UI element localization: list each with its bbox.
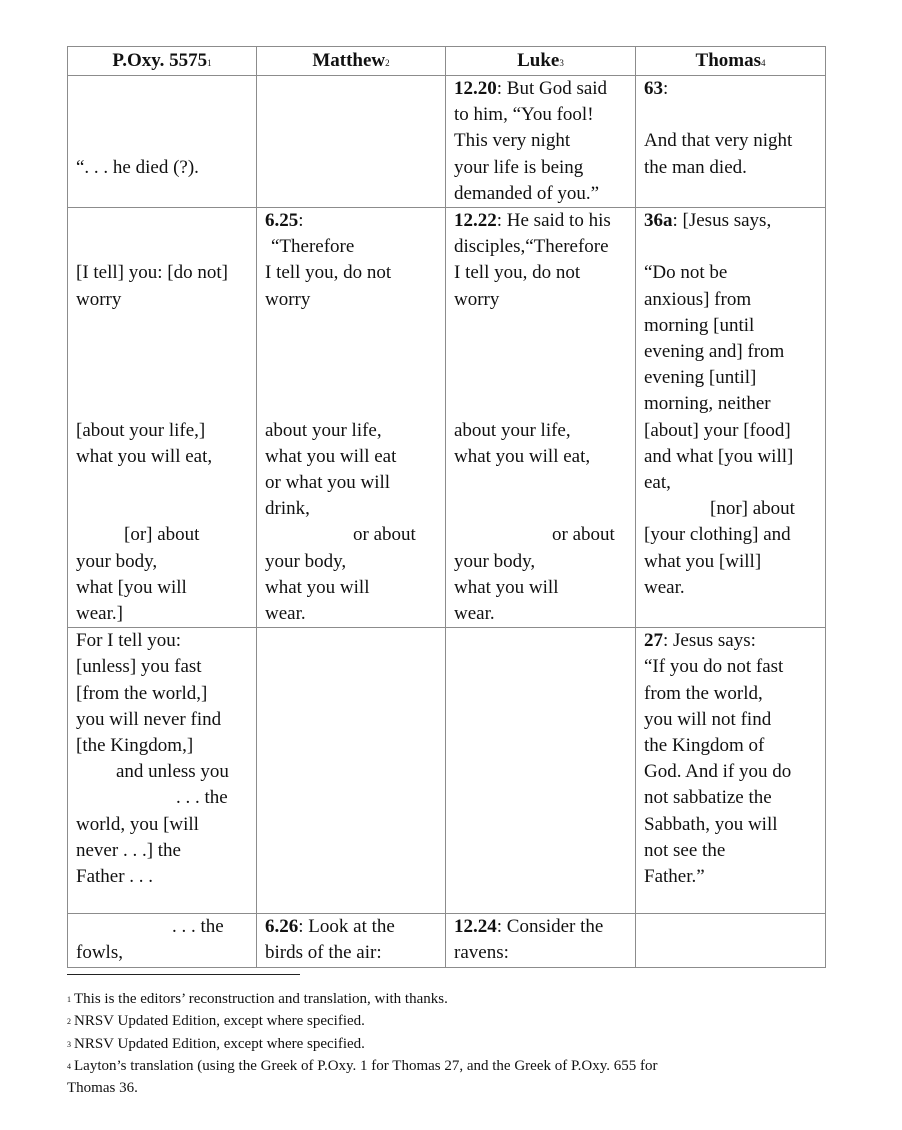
cell-poxy: . . . the fowls, [68, 914, 257, 967]
cell-thomas: 27: Jesus says: “If you do not fast from the world, you will not find the Kingdom of God. And if you do not sabbatize the Sabbath, you will not see the Father.” [636, 628, 826, 914]
cell-luke: 12.24: Consider the ravens: [446, 914, 636, 967]
cell-thomas: 36a: [Jesus says, “Do not be anxious] from morning [until evening and] from evening [until] morning, neither [about] your [food] and what [you will] eat, [nor] about [your clothing] and what you [will] wear. [636, 208, 826, 628]
table-row [68, 914, 826, 967]
table-row [68, 208, 826, 628]
header-thomas: Thomas$^4$ [636, 47, 826, 76]
verse-ref: 12.22 [454, 210, 497, 232]
saying-ref: 63 [644, 78, 663, 99]
saying-ref: 36a [644, 210, 673, 232]
cell-thomas [636, 914, 826, 967]
footnote-continuation: Thomas 36. [67, 1080, 138, 1097]
verse-ref: 6.25 [265, 210, 299, 232]
footnotes [67, 988, 807, 1099]
verse-ref: 6.26 [265, 916, 299, 938]
table-row [68, 628, 826, 914]
header-luke: Luke$^3$ [446, 47, 636, 76]
header-row [68, 47, 826, 76]
footnote-separator [67, 974, 300, 975]
cell-thomas: 63: And that very night the man died. [636, 76, 826, 208]
cell-luke: 12.22: He said to his disciples,“Therefore I tell you, do not worry about your life, what you will eat, or about your body, what you will wear. [446, 208, 636, 628]
footnote-ref: 1 [207, 58, 212, 68]
footnote: $^1$ This is the editors’ reconstruction and translation, with thanks. [67, 991, 448, 1007]
saying-ref: 27 [644, 630, 663, 652]
cell-matthew: 6.26: Look at the birds of the air: [257, 914, 446, 967]
footnote-ref: 4 [760, 58, 766, 68]
verse-ref: 12.20 [454, 78, 497, 99]
footnote: $^4$ Layton’s translation (using the Greek of P.Oxy. 1 for Thomas 27, and the Greek of P.Oxy. 655 for [67, 1057, 658, 1074]
cell-poxy: For I tell you: [unless] you fast [from the world,] you will never find [the Kingdom,] and unless you . . . the world, you [will never . . .] the Father . . . [68, 628, 257, 914]
cell-matthew [257, 628, 446, 914]
cell-luke [446, 628, 636, 914]
cell-poxy: “. . . he died (?). [68, 76, 257, 208]
header-matthew: Matthew$^2$ [257, 47, 446, 76]
table-row [68, 76, 826, 208]
verse-ref: 12.24 [454, 916, 497, 938]
footnote-ref: 3 [559, 58, 564, 68]
cell-poxy: [I tell] you: [do not] worry [about your life,] what you will eat, [or] about your body, what [you will wear.] [68, 208, 257, 628]
footnote: $^3$ NRSV Updated Edition, except where specified. [67, 1035, 365, 1052]
cell-matthew [257, 76, 446, 208]
cell-luke: 12.20: But God said to him, “You fool! This very night your life is being demanded of you.” [446, 76, 636, 208]
footnote: $^2$ NRSV Updated Edition, except where specified. [67, 1013, 365, 1030]
header-poxy: P.Oxy. 5575$^1$ [68, 47, 257, 76]
synopsis-table [67, 46, 826, 968]
cell-matthew: 6.25: “Therefore I tell you, do not worry about your life, what you will eat or what you will drink, or about your body, what you will wear. [257, 208, 446, 628]
footnote-ref: 2 [385, 58, 390, 68]
